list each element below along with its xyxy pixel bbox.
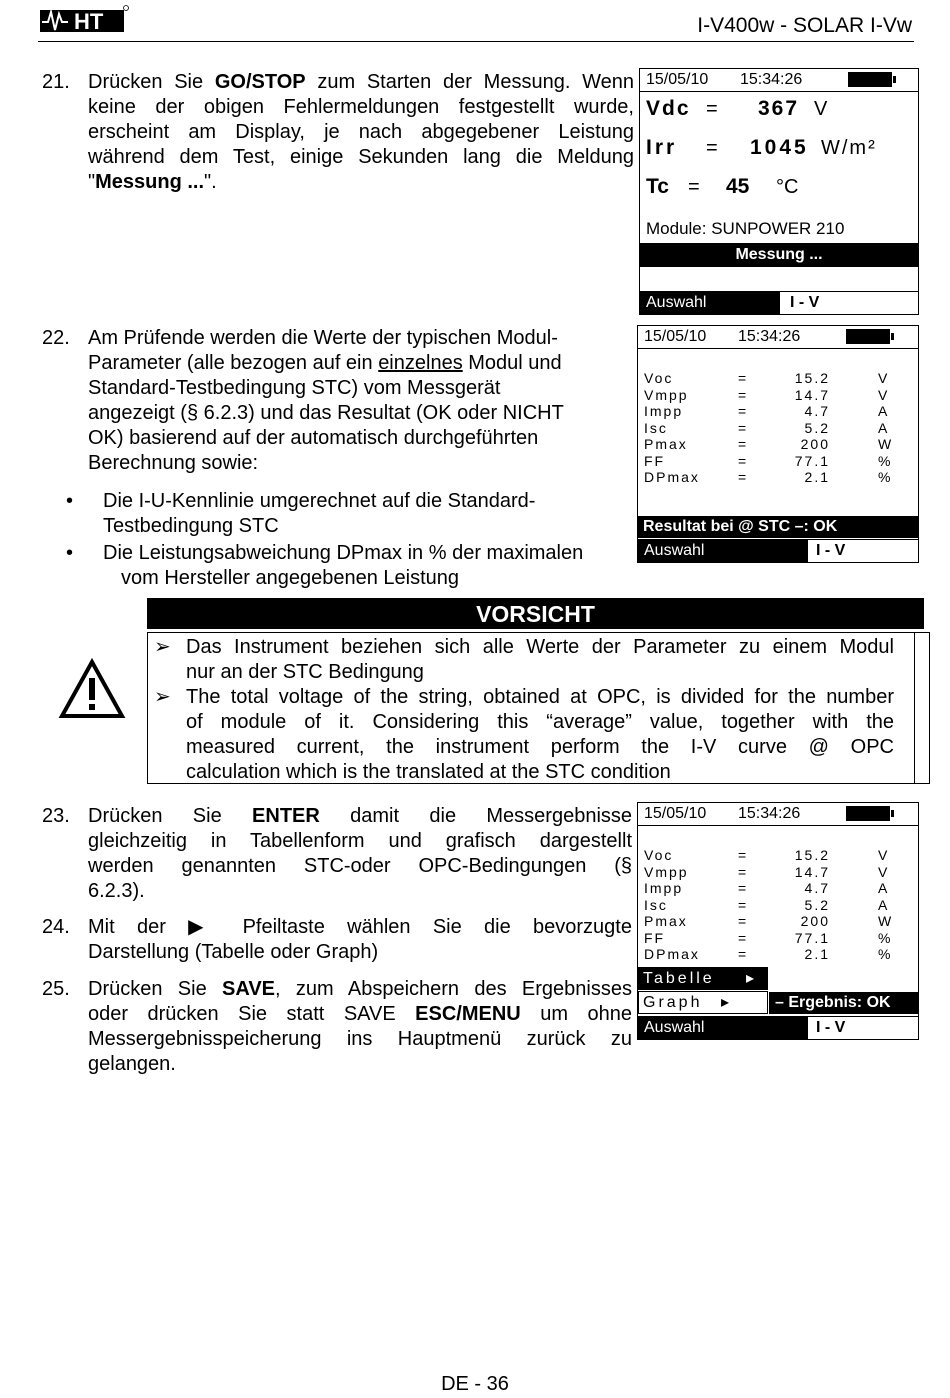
auswahl-softkey: Auswahl [640, 292, 780, 314]
param-equals: = [738, 896, 749, 913]
lcd-time: 15:34:26 [738, 328, 801, 345]
parameter-row [644, 897, 892, 914]
param-equals: = [738, 863, 749, 880]
param-equals: = [738, 847, 749, 863]
step-line: Berechnung sowie: [88, 452, 259, 474]
vorsicht-title: VORSICHT [147, 598, 924, 629]
param-name: Impp [644, 403, 684, 419]
param-name: Voc [644, 847, 674, 863]
param-name: Impp [644, 880, 684, 896]
parameter-row [644, 847, 892, 864]
battery-icon [848, 72, 892, 87]
step-line: Mit der ▶ Pfeiltaste wählen Sie die bevorzugte [88, 916, 632, 938]
lcd-status-bar [638, 803, 918, 826]
submenu-arrow-icon: ▸ [721, 994, 733, 1011]
lcd-measuring-screen [639, 68, 919, 315]
parameter-row [644, 880, 892, 897]
step-line: werden genannten STC-oder OPC-Bedingungen (§ [88, 855, 632, 877]
step-line: OK) basierend auf der automatisch durchgeführten [88, 427, 539, 449]
step-line: während dem Test, einige Sekunden lang die Meldung [88, 146, 634, 168]
step-line: Am Prüfende werden die Werte der typischen Modul- [88, 327, 558, 349]
step-25 [42, 977, 632, 1082]
param-name: Isc [644, 896, 668, 913]
param-name: Vmpp [644, 863, 689, 880]
lcd-date: 15/05/10 [646, 71, 709, 88]
menu-item-graph[interactable]: Graph ▸ [638, 991, 768, 1014]
param-value: 2.1 [804, 946, 830, 962]
irr-eq: = [706, 137, 718, 159]
param-unit: W [878, 913, 894, 929]
vdc-eq: = [706, 98, 718, 120]
param-name: FF [644, 929, 666, 946]
tc-value: 45 [726, 175, 750, 198]
step-21 [42, 70, 634, 200]
result-message: Resultat bei @ STC –: OK [638, 516, 918, 538]
param-name: Pmax [644, 436, 688, 452]
auswahl-softkey: Auswahl [638, 1017, 808, 1039]
step-line: Drücken Sie GO/STOP zum Starten der Messung. Wenn [88, 71, 634, 93]
param-value: 77.1 [794, 929, 830, 946]
param-value: 14.7 [794, 863, 830, 880]
param-unit: V [878, 370, 890, 386]
param-equals: = [738, 452, 749, 469]
ht-logo [34, 2, 130, 36]
param-name: Pmax [644, 913, 688, 929]
step-line: gelangen. [88, 1053, 176, 1075]
param-value: 14.7 [794, 386, 830, 403]
param-value: 4.7 [804, 403, 830, 419]
parameter-row [644, 453, 892, 470]
lcd-time: 15:34:26 [738, 805, 801, 822]
param-name: Voc [644, 370, 674, 386]
param-value: 5.2 [804, 896, 830, 913]
param-equals: = [738, 946, 749, 962]
param-unit: V [878, 847, 890, 863]
parameter-row [644, 420, 892, 437]
parameter-row [644, 436, 892, 453]
step-line: Standard-Testbedingung STC) vom Messgerät [88, 377, 501, 399]
param-value: 200 [800, 913, 830, 929]
bullet-dot: • [66, 542, 74, 564]
param-unit: A [878, 880, 890, 896]
param-unit: V [878, 863, 890, 880]
param-equals: = [738, 419, 749, 436]
parameter-row [644, 469, 892, 486]
bullet-dot: • [66, 490, 74, 512]
param-equals: = [738, 929, 749, 946]
param-value: 15.2 [794, 370, 830, 386]
param-value: 77.1 [794, 452, 830, 469]
logo-text: HT [74, 9, 104, 34]
param-value: 200 [800, 436, 830, 452]
param-unit: A [878, 419, 890, 436]
parameter-row [644, 864, 892, 881]
lcd-date: 15/05/10 [644, 805, 707, 822]
menu-item-tabelle[interactable]: Tabelle ▸ [638, 967, 768, 990]
bullet-item: • Die I-U-Kennlinie umgerechnet auf die Standard- Testbedingung STC [66, 490, 536, 537]
step-line: 6.2.3). [88, 880, 145, 902]
step-line: erscheint am Display, je nach abgegebener Leistung [88, 121, 634, 143]
parameter-row [644, 946, 892, 963]
lcd-status-bar [640, 69, 918, 92]
irr-label: Irr [646, 136, 678, 159]
parameter-row [644, 930, 892, 947]
param-unit: % [878, 929, 893, 946]
tc-label: Tc [646, 175, 669, 198]
lcd-footer [638, 1016, 918, 1039]
module-name: Module: SUNPOWER 210 [646, 219, 845, 238]
lcd-status-bar [638, 326, 918, 349]
param-unit: % [878, 452, 893, 469]
iv-softkey: I - V [790, 294, 820, 311]
step-number: 22. [42, 327, 70, 349]
step-line: Drücken Sie SAVE, zum Abspeichern des Ergebnisses [88, 978, 632, 1000]
vdc-value: 367 [758, 97, 800, 120]
page-number: DE - 36 [441, 1373, 509, 1395]
measuring-message: Messung ... [640, 243, 918, 267]
key-esc-menu: ESC/MENU [415, 1003, 521, 1025]
param-value: 15.2 [794, 847, 830, 863]
lcd-stc-results-screen [637, 325, 919, 563]
irr-value: 1045 [750, 136, 809, 159]
step-line: keine der obigen Fehlermeldungen festgestellt wurde, [88, 96, 634, 118]
auswahl-softkey: Auswahl [638, 540, 808, 562]
warning-triangle-icon [58, 658, 126, 720]
param-name: DPmax [644, 946, 700, 962]
param-equals: = [738, 386, 749, 403]
param-equals: = [738, 403, 749, 419]
step-line: gleichzeitig in Tabellenform und grafisch dargestellt [88, 830, 632, 852]
param-value: 4.7 [804, 880, 830, 896]
arrow-bullet-icon: ➢ [154, 636, 171, 658]
step-22 [42, 326, 634, 486]
right-arrow-key-icon: ▶ [188, 916, 221, 938]
param-name: FF [644, 452, 666, 469]
step-line: Darstellung (Tabelle oder Graph) [88, 941, 379, 963]
step-24 [42, 915, 632, 970]
arrow-bullet-icon: ➢ [154, 686, 171, 708]
step-line: oder drücken Sie statt SAVE ESC/MENU um ohne [88, 1003, 632, 1025]
vorsicht-box: ➢ Das Instrument beziehen sich alle Werte der Parameter zu einem Modul nur an der STC Bedingung ➢ The total voltage of the string, obtained at OPC, is divided for the number of module of it. Considering this “average” value, together with the measured current, the instrument perform the I-V curve @ OPC calculation which is the translated at the STC condition [147, 632, 930, 784]
param-value: 2.1 [804, 469, 830, 485]
vdc-unit: V [814, 98, 828, 120]
param-name: Vmpp [644, 386, 689, 403]
param-equals: = [738, 370, 749, 386]
lcd-footer [638, 539, 918, 562]
lcd-date: 15/05/10 [644, 328, 707, 345]
param-unit: V [878, 386, 890, 403]
document-title: I-V400w - SOLAR I-Vw [697, 14, 912, 37]
param-equals: = [738, 880, 749, 896]
step-line: Parameter (alle bezogen auf ein einzelnes Modul und [88, 352, 562, 374]
parameter-row [644, 387, 892, 404]
param-name: DPmax [644, 469, 700, 485]
lcd-footer [640, 291, 918, 314]
key-enter: ENTER [252, 805, 320, 827]
key-go-stop: GO/STOP [214, 71, 306, 93]
box-rule [914, 633, 915, 783]
parameter-row [644, 370, 892, 387]
param-equals: = [738, 469, 749, 485]
bullet-item: • Die Leistungsabweichung DPmax in % der maximalen vom Hersteller angegebenen Leistung [66, 542, 584, 589]
step-number: 23. [42, 805, 70, 827]
key-save: SAVE [222, 978, 275, 1000]
lcd-time: 15:34:26 [740, 71, 803, 88]
vdc-label: Vdc [646, 97, 691, 120]
param-unit: % [878, 469, 893, 485]
parameter-row [644, 913, 892, 930]
result-message: – Ergebnis: OK [769, 992, 918, 1014]
submenu-arrow-icon: ▸ [746, 970, 758, 987]
stc-parameter-table [644, 370, 892, 486]
lcd-results-menu-screen [637, 802, 919, 1040]
iv-softkey: I - V [816, 542, 846, 559]
result-parameter-table [644, 847, 892, 963]
header-divider [38, 41, 914, 42]
param-unit: % [878, 946, 893, 962]
tc-eq: = [688, 176, 700, 198]
param-unit: A [878, 403, 890, 419]
iv-softkey: I - V [816, 1019, 846, 1036]
step-number: 21. [42, 71, 70, 93]
param-unit: W [878, 436, 894, 452]
step-line: angezeigt (§ 6.2.3) und das Resultat (OK oder NICHT [88, 402, 564, 424]
battery-icon [846, 329, 890, 344]
battery-icon [846, 806, 890, 821]
step-line: Drücken Sie ENTER damit die Messergebnisse [88, 805, 633, 827]
parameter-row [644, 403, 892, 420]
step-23 [42, 804, 632, 909]
param-value: 5.2 [804, 419, 830, 436]
step-number: 24. [42, 916, 70, 938]
param-name: Isc [644, 419, 668, 436]
step-line: "Messung ...". [88, 171, 217, 193]
tc-unit: °C [776, 176, 799, 198]
param-equals: = [738, 436, 749, 452]
irr-unit: W/m² [821, 137, 877, 159]
param-unit: A [878, 896, 890, 913]
step-number: 25. [42, 978, 70, 1000]
step-line: Messergebnisspeicherung ins Hauptmenü zurück zu [88, 1028, 632, 1050]
param-equals: = [738, 913, 749, 929]
